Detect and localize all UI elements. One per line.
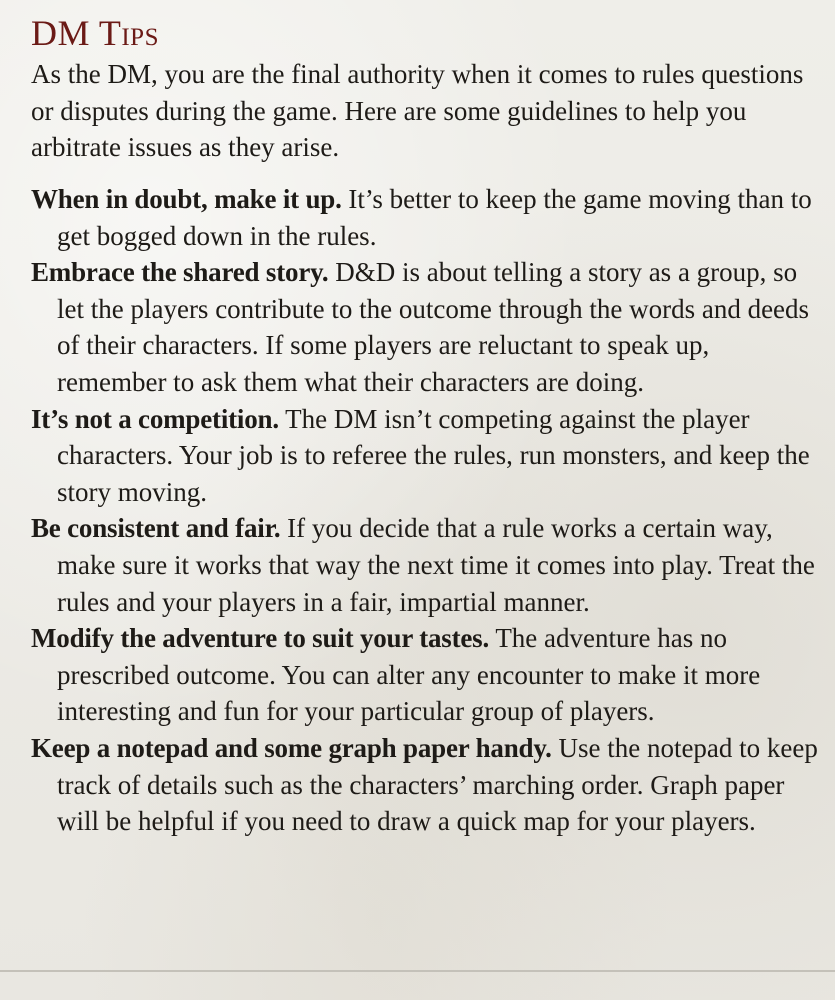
tip-item [31,620,823,730]
tip-item [31,510,823,620]
tip-text: The adventure has no prescribed outcome. You can alter any encounter to make it more interesting and fun for your particular group of players. [57,623,761,727]
tips-list [31,181,823,840]
sidebar-intro: As the DM, you are the final authority when it comes to rules questions or disputes during the game. Here are some guidelines to help you arbitrate issues as they arise. [31,59,804,162]
tip-lead: Keep a notepad and some graph paper handy. [31,732,552,763]
tip-item [31,730,823,840]
tip-lead: Embrace the shared story. [31,257,329,288]
tip-item [31,254,823,400]
tip-lead: It’s not a competition. [31,403,279,434]
sidebar-title: DM Tips [31,13,159,53]
bottom-divider [0,970,835,972]
tip-text: D&D is about telling a story as a group, so let the players contribute to the outcome through the words and deeds of their characters. If some players are reluctant to speak up, remember to ask them what their characters are doing. [57,257,810,397]
tip-lead: Be consistent and fair. [31,513,281,544]
tip-item [31,181,823,254]
tip-text: If you decide that a rule works a certain way, make sure it works that way the next time it comes into play. Treat the rules and your players in a fair, impartial manner. [57,513,815,617]
tip-text: It’s better to keep the game moving than to get bogged down in the rules. [57,184,812,251]
tip-text: The DM isn’t competing against the player characters. Your job is to referee the rules, run monsters, and keep the story moving. [57,403,810,507]
tip-lead: Modify the adventure to suit your tastes. [31,623,490,654]
tip-item [31,401,823,511]
tip-lead: When in doubt, make it up. [31,184,342,214]
tip-text: Use the notepad to keep track of details such as the characters’ marching order. Graph paper will be helpful if you need to draw a quick map for your players. [57,732,818,837]
